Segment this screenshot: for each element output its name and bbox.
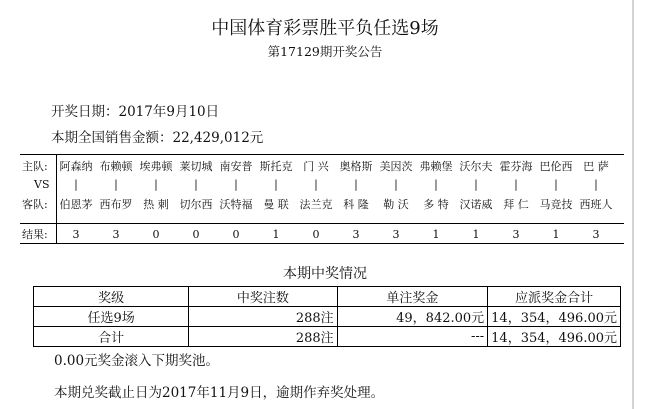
home-team-cell: 埃弗顿 — [139, 160, 173, 173]
away-team-cell: 西布罗 — [99, 198, 133, 211]
vs-separator-cell: | — [394, 177, 398, 191]
page-title: 中国体育彩票胜平负任选9场 — [211, 18, 439, 39]
vs-separator-cell: | — [234, 177, 238, 191]
row-total-payout: 14，354，496.00元 — [488, 307, 621, 327]
home-team-cell: 奥格斯 — [339, 160, 373, 173]
away-team-cells — [56, 196, 624, 212]
away-team-cell: 西班人 — [579, 198, 613, 211]
vs-row — [20, 175, 624, 193]
result-cell: 3 — [352, 227, 360, 241]
deadline-note: 本期兑奖截止日为2017年11月9日，逾期作弃奖处理。 — [54, 385, 385, 401]
issue-subtitle: 第17129期开奖公告 — [267, 44, 383, 59]
vs-separator-cell: | — [434, 177, 438, 191]
result-cell: 1 — [552, 227, 560, 241]
home-row-label: 主队: — [22, 160, 48, 173]
header-prize-level: 奖级 — [34, 287, 189, 307]
result-cell: 1 — [272, 227, 280, 241]
vs-separator-cell: | — [314, 177, 318, 191]
home-team-cell: 斯托克 — [259, 160, 293, 173]
vs-separator-cell: | — [594, 177, 598, 191]
row-prize-level: 任选9场 — [34, 307, 189, 327]
result-cell: 0 — [232, 227, 240, 241]
vs-separator-cell: | — [514, 177, 518, 191]
away-team-cell: 多 特 — [423, 198, 449, 211]
row-winner-count: 288注 — [189, 327, 338, 347]
result-cells — [56, 228, 624, 241]
home-team-cell: 巴 萨 — [583, 160, 609, 173]
away-row-label: 客队: — [22, 198, 48, 211]
home-team-cell: 南安普 — [219, 160, 253, 173]
away-team-cell: 马竞技 — [539, 198, 573, 211]
result-cell: 3 — [592, 227, 600, 241]
vs-separator-cell: | — [474, 177, 478, 191]
result-cell: 3 — [392, 227, 400, 241]
home-team-cell: 门 兴 — [303, 160, 329, 173]
header-total-payout: 应派奖金合计 — [488, 287, 621, 307]
result-cell: 0 — [312, 227, 320, 241]
prize-section-title: 本期中奖情况 — [283, 266, 367, 282]
home-team-cell: 莱切城 — [179, 160, 213, 173]
away-team-cell: 热 刺 — [143, 198, 169, 211]
home-team-cells — [56, 158, 624, 174]
header-prize-per-bet: 单注奖金 — [337, 287, 488, 307]
away-team-cell: 勒 沃 — [383, 198, 409, 211]
vs-separator-cell: | — [194, 177, 198, 191]
result-row-label: 结果: — [22, 228, 48, 241]
home-team-cell: 布赖顿 — [99, 160, 133, 173]
away-team-cell: 拜 仁 — [503, 198, 529, 211]
away-team-cell: 汉诺威 — [459, 198, 493, 211]
result-cell: 1 — [432, 227, 440, 241]
page-edge-divider — [632, 0, 634, 409]
result-cell: 1 — [472, 227, 480, 241]
vs-separator-cell: | — [274, 177, 278, 191]
away-team-cell: 科 隆 — [343, 198, 369, 211]
vs-separator-cell: | — [154, 177, 158, 191]
table-row — [34, 307, 621, 327]
away-team-cell: 伯恩茅 — [59, 198, 93, 211]
away-team-row — [20, 195, 624, 213]
result-cell: 0 — [192, 227, 200, 241]
vs-row-label: VS — [34, 177, 50, 191]
vs-separator-cell: | — [554, 177, 558, 191]
result-cell: 3 — [112, 227, 120, 241]
draw-date: 开奖日期：2017年9月10日 — [51, 104, 220, 120]
result-cell: 3 — [72, 227, 80, 241]
away-team-cell: 法兰克 — [299, 198, 333, 211]
result-cell: 3 — [512, 227, 520, 241]
vs-separator-cell: | — [114, 177, 118, 191]
vs-separator-cell: | — [74, 177, 78, 191]
sales-amount: 本期全国销售金额：22,429,012元 — [51, 130, 264, 146]
result-cell: 0 — [152, 227, 160, 241]
rollover-note: 0.00元奖金滚入下期奖池。 — [54, 353, 220, 369]
table-row — [34, 327, 621, 347]
home-team-cell: 阿森纳 — [59, 160, 93, 173]
row-prize-level: 合计 — [34, 327, 189, 347]
prize-table-header — [34, 287, 621, 307]
away-team-cell: 沃特福 — [219, 198, 253, 211]
home-team-cell: 沃尔夫 — [459, 160, 493, 173]
match-grid — [20, 154, 624, 244]
home-team-cell: 弗赖堡 — [419, 160, 453, 173]
vs-cells — [56, 178, 624, 191]
header-winner-count: 中奖注数 — [189, 287, 338, 307]
home-team-row — [20, 157, 624, 175]
vs-separator-cell: | — [354, 177, 358, 191]
away-team-cell: 曼 联 — [263, 198, 289, 211]
home-team-cell: 巴伦西 — [539, 160, 573, 173]
row-prize-per-bet: --- — [337, 327, 488, 347]
row-prize-per-bet: 49，842.00元 — [337, 307, 488, 327]
row-total-payout: 14，354，496.00元 — [488, 327, 621, 347]
result-row — [20, 223, 624, 244]
away-team-cell: 切尔西 — [179, 198, 213, 211]
row-winner-count: 288注 — [189, 307, 338, 327]
home-team-cell: 霍芬海 — [499, 160, 533, 173]
prize-table — [33, 286, 621, 347]
home-team-cell: 美因茨 — [379, 160, 413, 173]
